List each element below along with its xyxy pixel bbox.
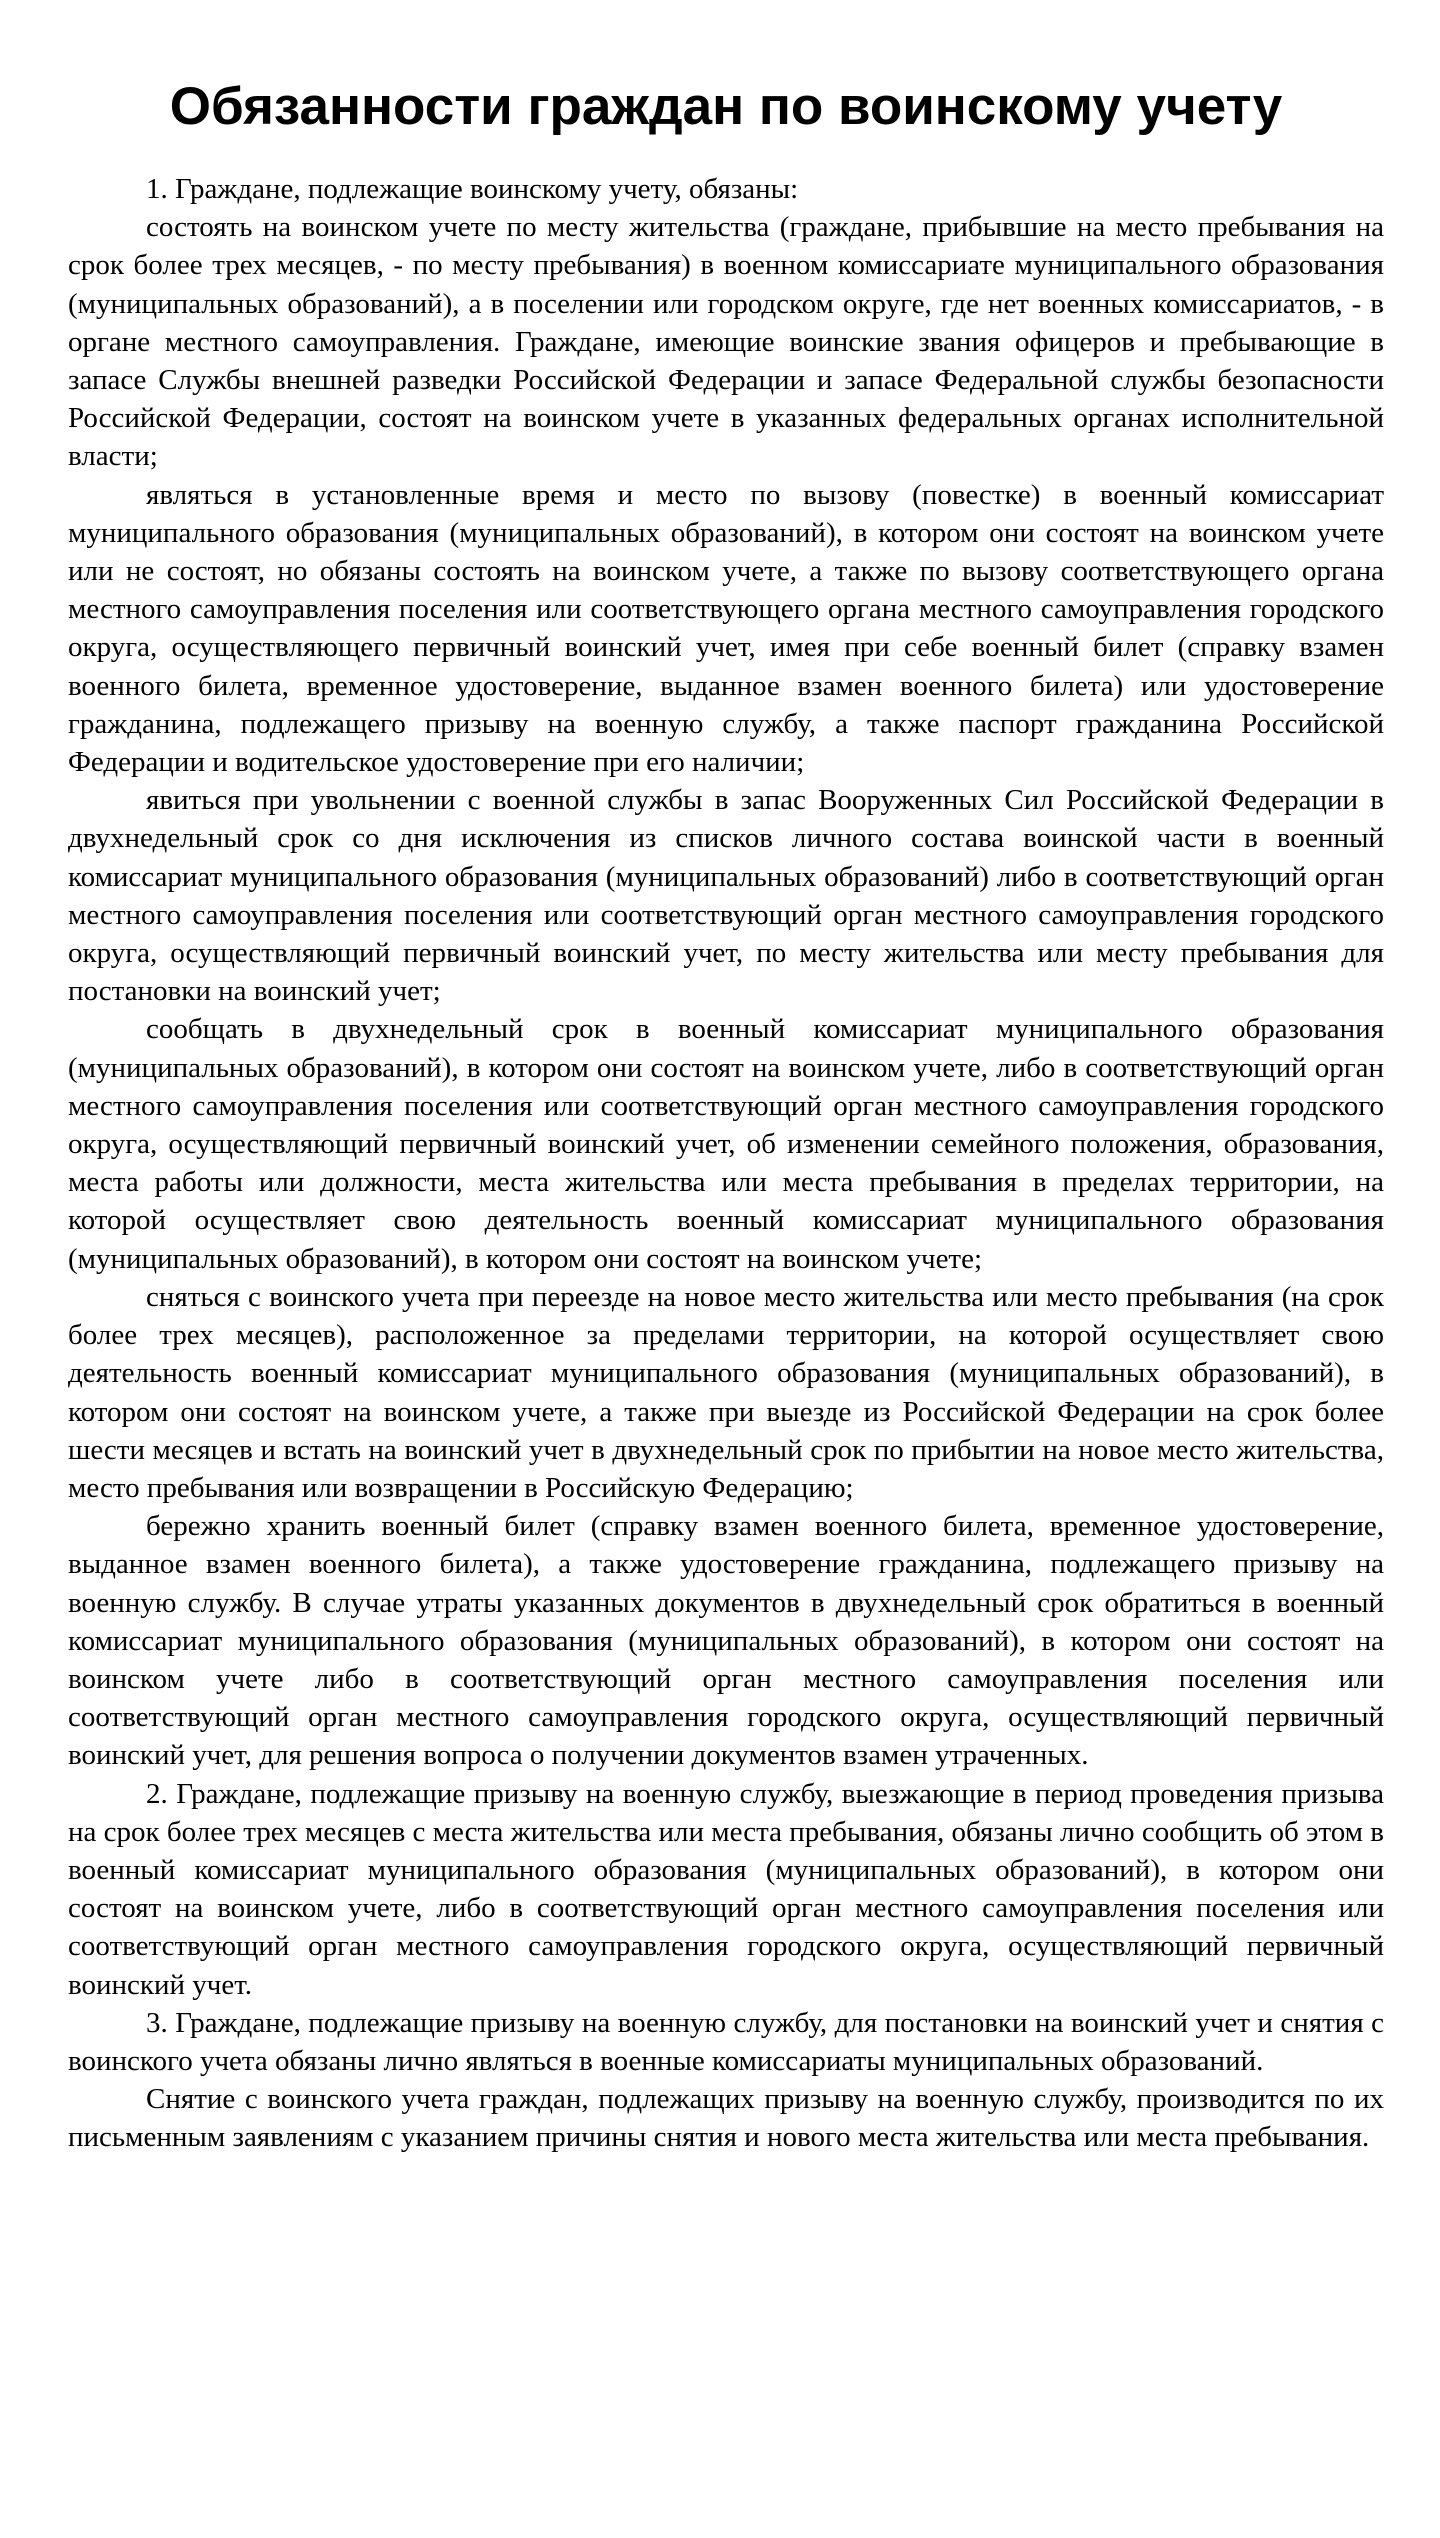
paragraph-2: состоять на воинском учете по месту жительства (граждане, прибывшие на место пребывания на срок более трех месяцев, - по месту пребывания) в военном комиссариате муниципального образования (муниципальных образований), а в поселении или городском округе, где нет военных комиссариатов, - в органе местного самоуправления. Граждане, имеющие воинские звания офицеров и пребывающие в запасе Службы внешней разведки Российской Федерации и запасе Федеральной службы безопасности Российской Федерации, состоят на воинском учете в указанных федеральных органах исполнительной власти; xyxy=(68,211,1384,473)
paragraph-3: являться в установленные время и место по вызову (повестке) в военный комиссариат муниципального образования (муниципальных образований), в котором они состоят на воинском учете или не состоят, но обязаны состоять на воинском учете, а также по вызову соответствующего органа местного самоуправления поселения или соответствующего органа местного самоуправления городского округа, осуществляющего первичный воинский учет, имея при себе военный билет (справку взамен военного билета, временное удостоверение, выданное взамен военного билета) или удостоверение гражданина, подлежащего призыву на военную службу, а также паспорт гражданина Российской Федерации и водительское удостоверение при его наличии; xyxy=(68,478,1384,779)
paragraph-6: сняться с воинского учета при переезде на новое место жительства или место пребывания (на срок более трех месяцев), расположенное за пределами территории, на которой осуществляет свою деятельность военный комиссариат муниципального образования (муниципальных образований), в котором они состоят на воинском учете, а также при выезде из Российской Федерации на срок более шести месяцев и встать на воинский учет в двухнедельный срок по прибытии на новое место жительства, место пребывания или возвращении в Российскую Федерацию; xyxy=(68,1280,1384,1504)
paragraph-10: Снятие с воинского учета граждан, подлежащих призыву на военную службу, производится по их письменным заявлениям с указанием причины снятия и нового места жительства или места пребывания. xyxy=(68,2083,1384,2154)
paragraph-7: бережно хранить военный билет (справку взамен военного билета, временное удостоверение, выданное взамен военного билета), а также удостоверение гражданина, подлежащего призыву на военную службу. В случае утраты указанных документов в двухнедельный срок обратиться в военный комиссариат муниципального образования (муниципальных образований), в котором они состоят на воинском учете либо в соответствующий орган местного самоуправления поселения или соответствующий орган местного самоуправления городского округа, осуществляющий первичный воинский учет, для решения вопроса о получении документов взамен утраченных. xyxy=(68,1510,1384,1772)
paragraph-9: 3. Граждане, подлежащие призыву на военную службу, для постановки на воинский учет и снятия с воинского учета обязаны лично являться в военные комиссариаты муниципальных образований. xyxy=(68,2006,1384,2077)
paragraph-8: 2. Граждане, подлежащие призыву на военную службу, выезжающие в период проведения призыва на срок более трех месяцев с места жительства или места пребывания, обязаны лично сообщить об этом в военный комиссариат муниципального образования (муниципальных образований), в котором они состоят на воинском учете, либо в соответствующий орган местного самоуправления поселения или соответствующий орган местного самоуправления городского округа, осуществляющий первичный воинский учет. xyxy=(68,1777,1384,2001)
document-page xyxy=(68,70,1384,2157)
paragraph-1: 1. Граждане, подлежащие воинскому учету, обязаны: xyxy=(146,173,799,205)
document-title: Обязанности граждан по воинскому учету xyxy=(169,77,1283,136)
paragraph-5: сообщать в двухнедельный срок в военный комиссариат муниципального образования (муниципальных образований), в котором они состоят на воинском учете, либо в соответствующий орган местного самоуправления поселения или соответствующий орган местного самоуправления городского округа, осуществляющий первичный воинский учет, об изменении семейного положения, образования, места работы или должности, места жительства или места пребывания в пределах территории, на которой осуществляет свою деятельность военный комиссариат муниципального образования (муниципальных образований), в котором они состоят на воинском учете; xyxy=(68,1013,1384,1275)
paragraph-4: явиться при увольнении с военной службы в запас Вооруженных Сил Российской Федерации в двухнедельный срок со дня исключения из списков личного состава воинской части в военный комиссариат муниципального образования (муниципальных образований) либо в соответствующий орган местного самоуправления поселения или соответствующий орган местного самоуправления городского округа, осуществляющий первичный воинский учет, по месту жительства или месту пребывания для постановки на воинский учет; xyxy=(68,784,1384,1008)
